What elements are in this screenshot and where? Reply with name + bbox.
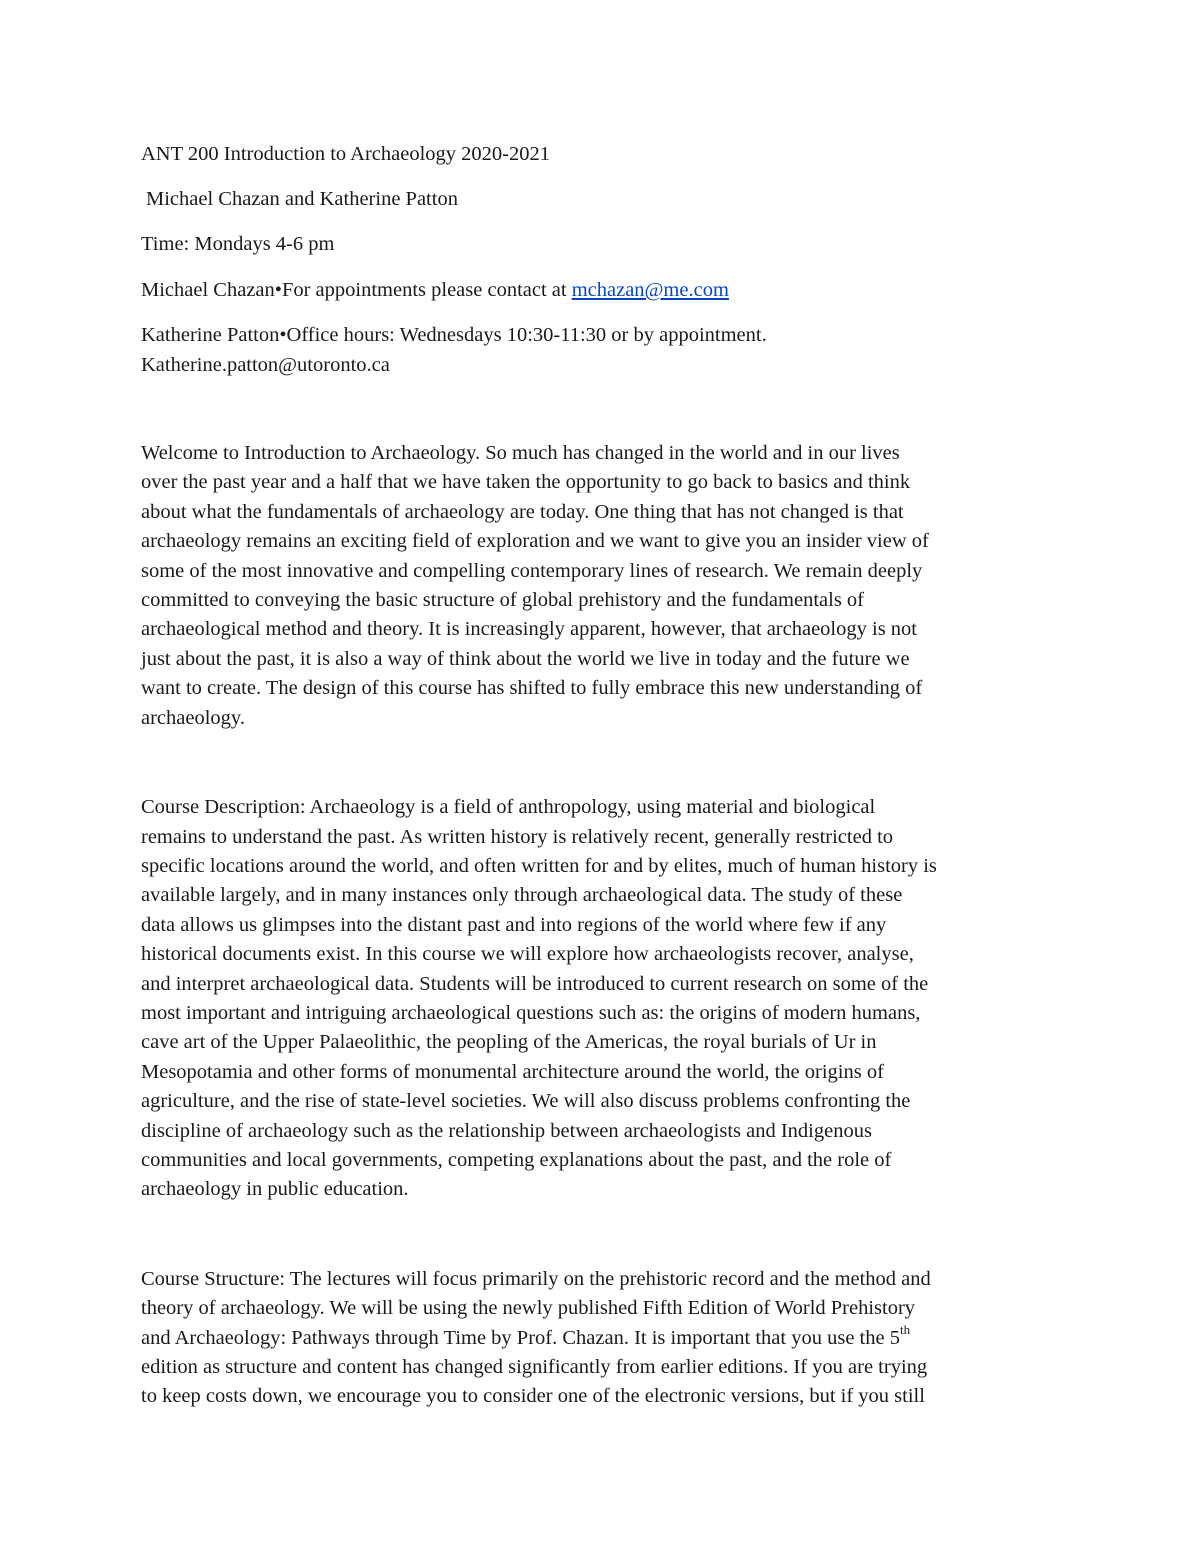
paragraph-line: Course Structure: The lectures will focus primarily on the prehistoric record and the method and [141,1267,931,1290]
patton-email: Katherine.patton@utoronto.ca [141,353,390,376]
syllabus-page [141,140,1061,1412]
paragraph-line: just about the past, it is also a way of think about the world we live in today and the future we [141,647,910,670]
paragraph-line: historical documents exist. In this course we will explore how archaeologists recover, analyse, [141,943,914,966]
paragraph-line: Welcome to Introduction to Archaeology. So much has changed in the world and in our lives [141,442,900,465]
paragraph-line: remains to understand the past. As written history is relatively recent, generally restricted to [141,825,894,848]
course-structure-paragraph [141,1265,1061,1412]
ordinal-superscript: th [899,1321,911,1337]
paragraph-line: committed to conveying the basic structure of global prehistory and the fundamentals of [141,589,864,612]
paragraph-line: over the past year and a half that we have taken the opportunity to go back to basics and think [141,471,911,494]
paragraph-line: archaeology in public education. [141,1178,409,1201]
paragraph-line: specific locations around the world, and often written for and by elites, much of human history is [141,854,937,877]
edition-text: and Archaeology: Pathways through Time by Prof. Chazan. It is important that you use the 5 [141,1326,900,1349]
paragraph-line: most important and intriguing archaeological questions such as: the origins of modern humans, [141,1001,921,1024]
paragraph-line: cave art of the Upper Palaeolithic, the peopling of the Americas, the royal burials of Ur in [141,1031,877,1054]
paragraph-line: Course Description: Archaeology is a field of anthropology, using material and biological [141,796,876,819]
paragraph-line: want to create. The design of this course has shifted to fully embrace this new understanding of [141,677,923,700]
paragraph-line: theory of archaeology. We will be using the newly published Fifth Edition of World Prehistory [141,1297,916,1320]
chazan-contact-text: Michael Chazan•For appointments please contact at [141,278,572,301]
patton-contact [141,321,1061,380]
patton-office-hours: Katherine Patton•Office hours: Wednesdays 10:30-11:30 or by appointment. [141,324,767,347]
paragraph-line: Mesopotamia and other forms of monumental architecture around the world, the origins of [141,1060,884,1083]
paragraph-line: to keep costs down, we encourage you to consider one of the electronic versions, but if you still [141,1385,925,1408]
course-title: ANT 200 Introduction to Archaeology 2020-2021 [141,143,550,165]
paragraph-line [141,1321,1061,1353]
chazan-email-link[interactable]: mchazan@me.com [571,278,729,301]
paragraph-line: discipline of archaeology such as the relationship between archaeologists and Indigenous [141,1119,872,1142]
paragraph-line: about what the fundamentals of archaeology are today. One thing that has not changed is that [141,500,904,523]
course-description-paragraph [141,793,1061,1205]
paragraph-line: and interpret archaeological data. Students will be introduced to current research on some of the [141,972,929,995]
welcome-paragraph [141,439,1061,733]
paragraph-line: archaeological method and theory. It is increasingly apparent, however, that archaeology is not [141,618,917,641]
paragraph-line: available largely, and in many instances only through archaeological data. The study of these [141,884,903,907]
paragraph-line: edition as structure and content has changed significantly from earlier editions. If you are trying [141,1356,928,1378]
chazan-contact [141,276,1061,305]
paragraph-line: data allows us glimpses into the distant past and into regions of the world where few if any [141,913,887,936]
paragraph-line: agriculture, and the rise of state-level societies. We will also discuss problems confronting the [141,1090,911,1113]
class-time: Time: Mondays 4-6 pm [141,233,335,256]
paragraph-line: archaeology remains an exciting field of exploration and we want to give you an insider view of [141,530,929,553]
instructors: Michael Chazan and Katherine Patton [146,188,458,210]
paragraph-line: archaeology. [141,706,245,729]
paragraph-line: some of the most innovative and compelling contemporary lines of research. We remain deeply [141,559,923,582]
paragraph-line: communities and local governments, competing explanations about the past, and the role of [141,1148,892,1171]
